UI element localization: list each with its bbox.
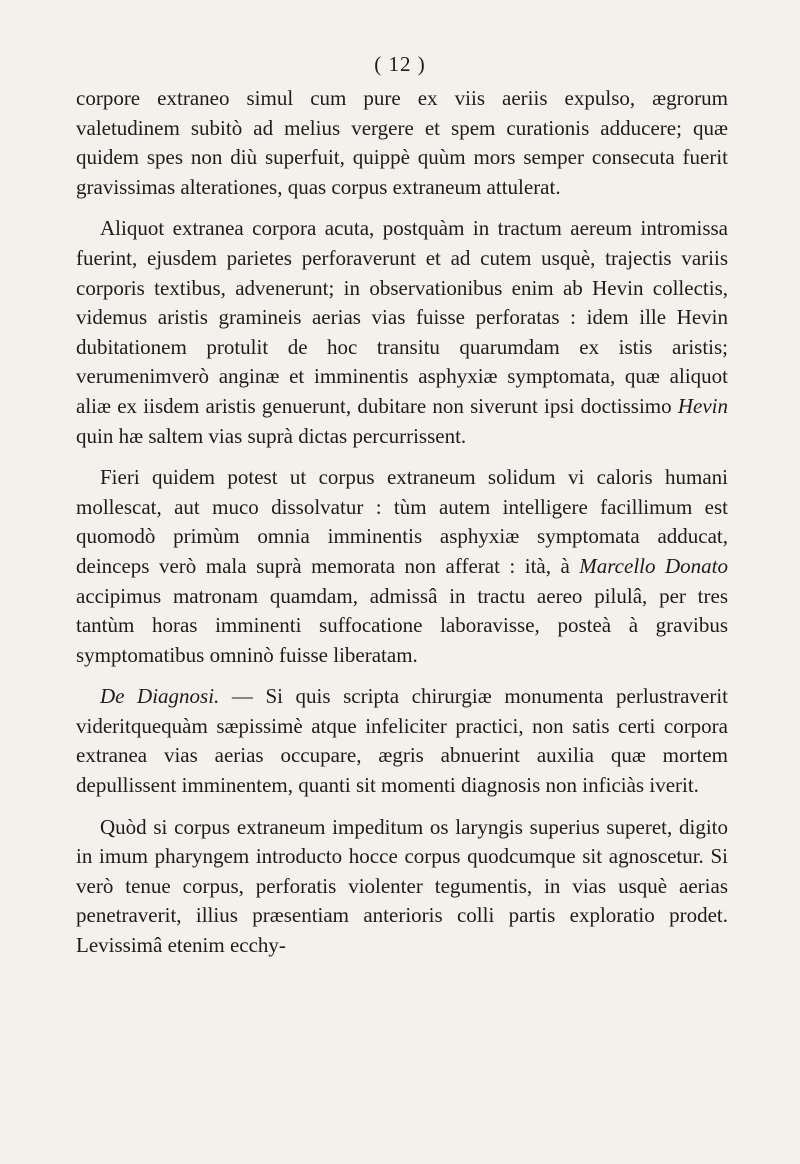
paragraph-text: quin hæ saltem vias suprà dictas percurrissent. [76, 423, 467, 448]
section-heading: De Diagnosi. [100, 684, 220, 709]
paragraph-text: accipimus matronam quamdam, admissâ in tractu aereo pilulâ, per tres tantùm horas imminenti suffocatione laboravisse, posteà à gravibus symptomatibus omninò fuisse liberatam. [76, 583, 728, 667]
paragraph-text: Quòd si corpus extraneum impeditum os laryngis superius superet, digito in imum pharyngem introducto hocce corpus quodcumque sit agnoscetur. Si verò tenue corpus, perforatis violenter tegumentis, in vias usquè aerias penetraverit, illius præsentiam anterioris colli partis exploratio prodet. Levissimâ etenim ecchy- [76, 814, 728, 958]
paragraph-text: Fieri quidem potest ut corpus extraneum solidum vi caloris humani mollescat, aut muco dissolvatur : tùm autem intelligere facillimum est quomodò primùm omnia imminentis asphyxiæ symptomata adducat, deinceps verò mala suprà memorata non afferat : ità, à [76, 465, 728, 578]
body-text [76, 84, 728, 973]
italic-name: Hevin [677, 393, 728, 418]
paragraph-diagnosi [76, 682, 728, 800]
paragraph-text: corpore extraneo simul cum pure ex viis aeriis expulso, ægrorum valetudinem subitò ad melius vergere et spem curationis adducere; quæ quidem spes non diù superfuit, quippè quùm mors semper consecuta fuerit gravissimas alterationes, quas corpus extraneum attulerat. [76, 86, 728, 199]
page-number: ( 12 ) [374, 52, 426, 76]
paragraph-text: — Si quis scripta chirurgiæ monumenta perlustraverit videritquequàm sæpissimè atque infeliciter practici, non satis certi corpora extranea vias aerias occupare, ægris abnuerint auxilia quæ mortem depullissent imminentem, quanti sit momenti diagnosis non inficiàs iverit. [76, 684, 728, 798]
paragraph-aliquot [76, 214, 728, 451]
italic-name: Marcello Donato [579, 553, 728, 578]
paragraph-text: Aliquot extranea corpora acuta, postquàm in tractum aereum intromissa fuerint, ejusdem parietes perforaverunt et ad cutem usquè, trajectis variis corporis textibus, advenerunt; in observationibus enim ab Hevin collectis, videmus aristis gramineis aerias vias fuisse perforatas : idem ille Hevin dubitationem protulit de hoc transitu quarumdam ex istis aristis; verumenimverò anginæ et imminentis asphyxiæ symptomata, quæ aliquot aliæ ex iisdem aristis genuerunt, dubitare non siverunt ipsi doctissimo [76, 216, 728, 418]
paragraph-continuation [76, 84, 728, 202]
paragraph-fieri [76, 463, 728, 670]
paragraph-quod [76, 813, 728, 961]
